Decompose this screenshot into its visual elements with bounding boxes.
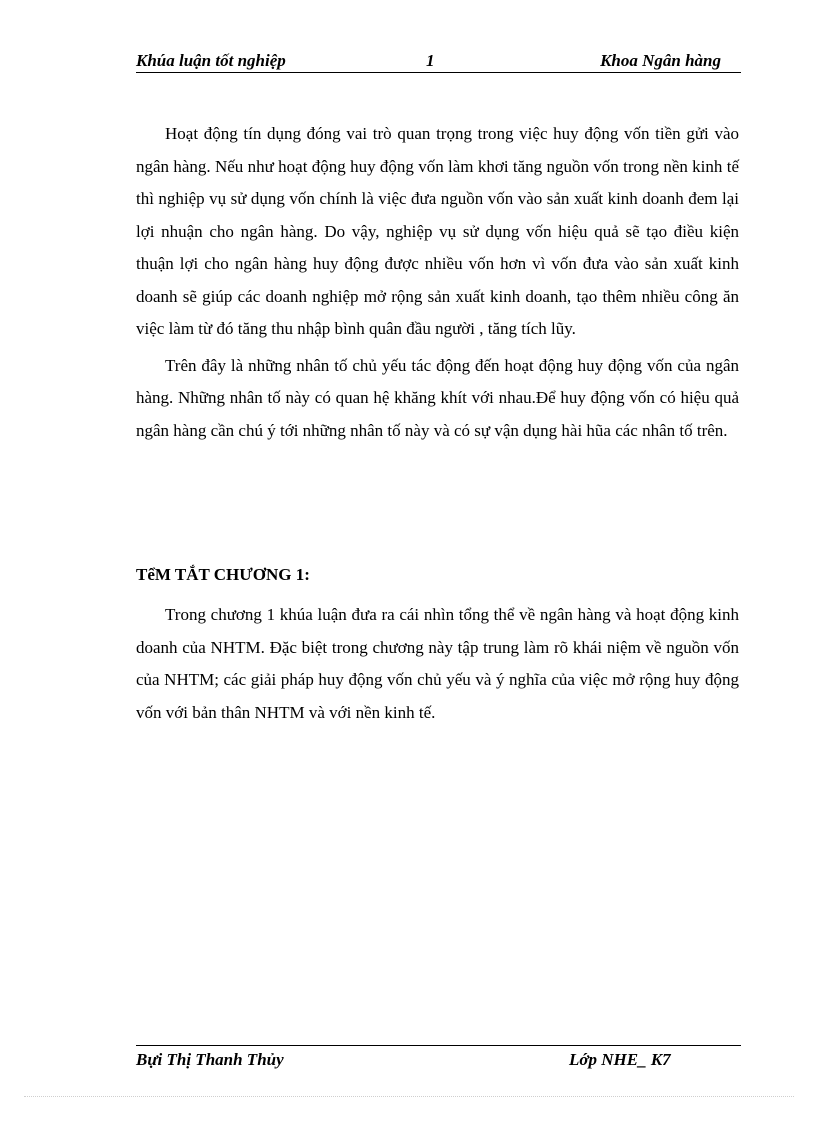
paragraph-chapter-summary: Trong chương 1 khúa luận đưa ra cái nhìn tổng thể về ngân hàng và hoạt động kinh doanh của NHTM. Đặc biệt trong chương này tập trung làm rõ khái niệm về nguồn vốn của NHTM; các giải pháp huy động vốn chủ yếu và ý nghĩa của việc mở rộng huy động vốn với bản thân NHTM và với nền kinh tế. — [136, 605, 739, 722]
chapter-summary-text — [136, 599, 739, 729]
section-heading-chapter-summary: TểM TẮT CHƯƠNG 1: — [136, 565, 310, 584]
page-header — [136, 50, 741, 73]
header-thesis-label: Khúa luận tốt nghiệp — [136, 51, 286, 70]
page-footer — [136, 1045, 741, 1074]
body-text — [136, 118, 739, 447]
paragraph-factors-summary: Trên đây là những nhân tố chủ yếu tác động đến hoạt động huy động vốn của ngân hàng. Những nhân tố này có quan hệ khăng khít với nhau.Để huy động vốn có hiệu quả ngân hàng cần chú ý tới những nhân tố này và có sự vận dụng hài hũa các nhân tố trên. — [136, 355, 739, 440]
header-faculty-label: Khoa Ngân hàng — [600, 51, 721, 70]
paragraph-credit-activity: Hoạt động tín dụng đóng vai trò quan trọng trong việc huy động vốn tiền gửi vào ngân hàng. Nếu như hoạt động huy động vốn làm khơi tăng nguồn vốn trong nền kinh tế thì nghiệp vụ sử dụng vốn chính là việc đưa nguồn vốn vào sản xuất kinh doanh đem lại lợi nhuận cho ngân hàng. Do vậy, nghiệp vụ sử dụng vốn hiệu quả sẽ tạo điều kiện thuận lợi cho ngân hàng huy động được nhiều vốn hơn vì vốn đưa vào sản xuất kinh doanh sẽ giúp các doanh nghiệp mở rộng sản xuất kinh doanh, tạo thêm nhiều công ăn việc làm từ đó tăng thu nhập bình quân đầu người , tăng tích lũy. — [136, 124, 739, 338]
footer-author-name: Bựi Thị Thanh Thủy — [136, 1050, 284, 1069]
page-bottom-divider — [24, 1096, 794, 1097]
header-page-number: 1 — [426, 51, 435, 70]
footer-class-label: Lớp NHE_ K7 — [569, 1050, 671, 1069]
